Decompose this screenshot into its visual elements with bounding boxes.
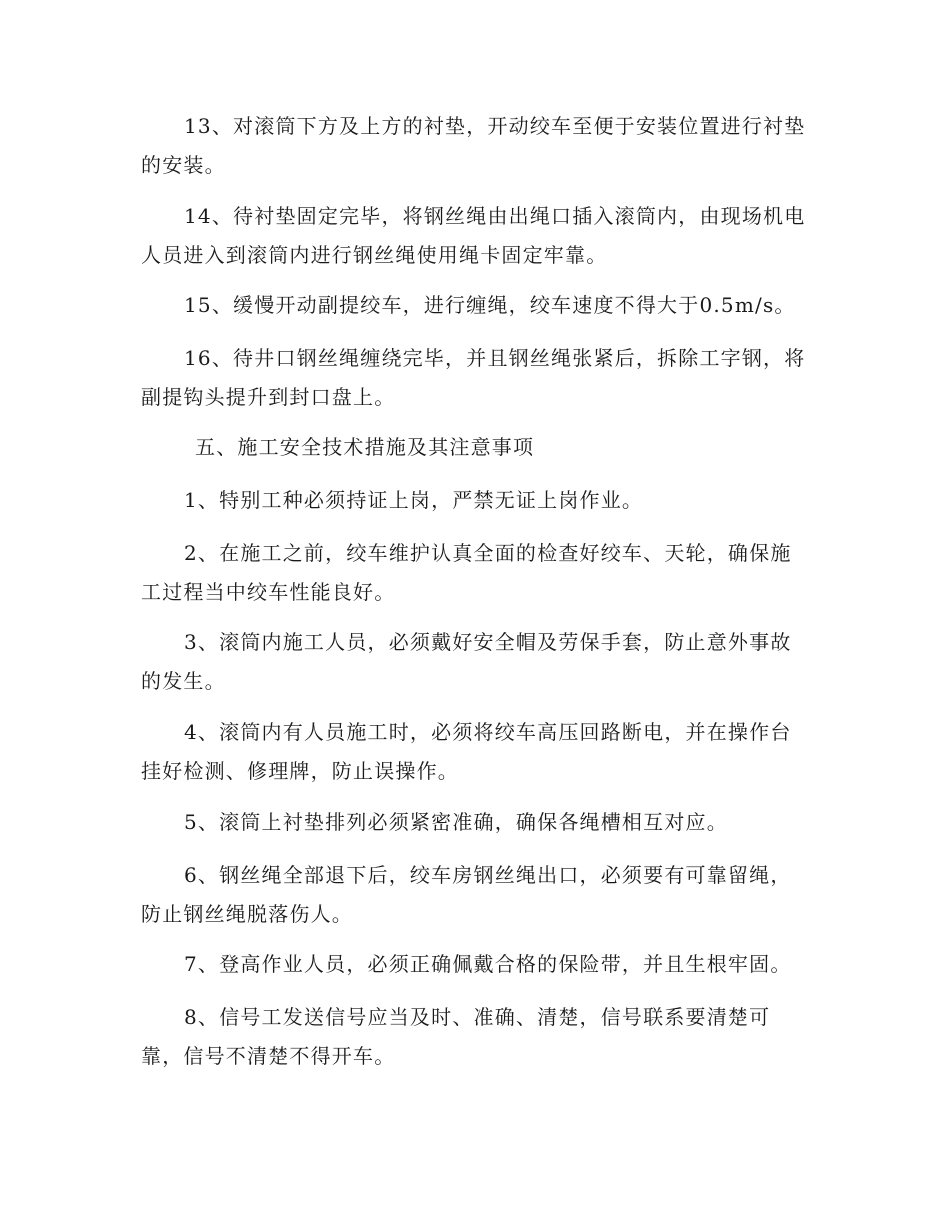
section-heading: 五、施工安全技术措施及其注意事项 bbox=[195, 435, 535, 459]
safety-item-1: 1、特别工种必须持证上岗，严禁无证上岗作业。 bbox=[184, 488, 644, 512]
safety-item-4: 4、滚筒内有人员施工时，必须将绞车高压回路断电，并在操作台挂好检测、修理牌，防止误操作。 bbox=[141, 720, 792, 783]
safety-item-3: 3、滚筒内施工人员，必须戴好安全帽及劳保手套，防止意外事故的发生。 bbox=[141, 630, 792, 693]
paragraph-16: 16、待井口钢丝绳缠绕完毕，并且钢丝绳张紧后，拆除工字钢，将副提钩头提升到封口盘上。 bbox=[141, 346, 806, 409]
paragraph-15: 15、缓慢开动副提绞车，进行缠绳，绞车速度不得大于0.5m/s。 bbox=[184, 293, 796, 317]
safety-item-5: 5、滚筒上衬垫排列必须紧密准确，确保各绳槽相互对应。 bbox=[184, 810, 728, 834]
paragraph-13: 13、对滚筒下方及上方的衬垫，开动绞车至便于安装位置进行衬垫的安装。 bbox=[141, 114, 806, 177]
safety-item-8: 8、信号工发送信号应当及时、准确、清楚，信号联系要清楚可靠，信号不清楚不得开车。 bbox=[141, 1005, 771, 1068]
safety-item-2: 2、在施工之前，绞车维护认真全面的检查好绞车、天轮，确保施工过程当中绞车性能良好。 bbox=[141, 541, 792, 604]
paragraph-14: 14、待衬垫固定完毕，将钢丝绳由出绳口插入滚筒内，由现场机电人员进入到滚筒内进行钢丝绳使用绳卡固定牢靠。 bbox=[141, 204, 806, 267]
safety-item-7: 7、登高作业人员，必须正确佩戴合格的保险带，并且生根牢固。 bbox=[184, 952, 792, 976]
safety-item-6: 6、钢丝绳全部退下后，绞车房钢丝绳出口，必须要有可靠留绳，防止钢丝绳脱落伤人。 bbox=[141, 863, 792, 926]
